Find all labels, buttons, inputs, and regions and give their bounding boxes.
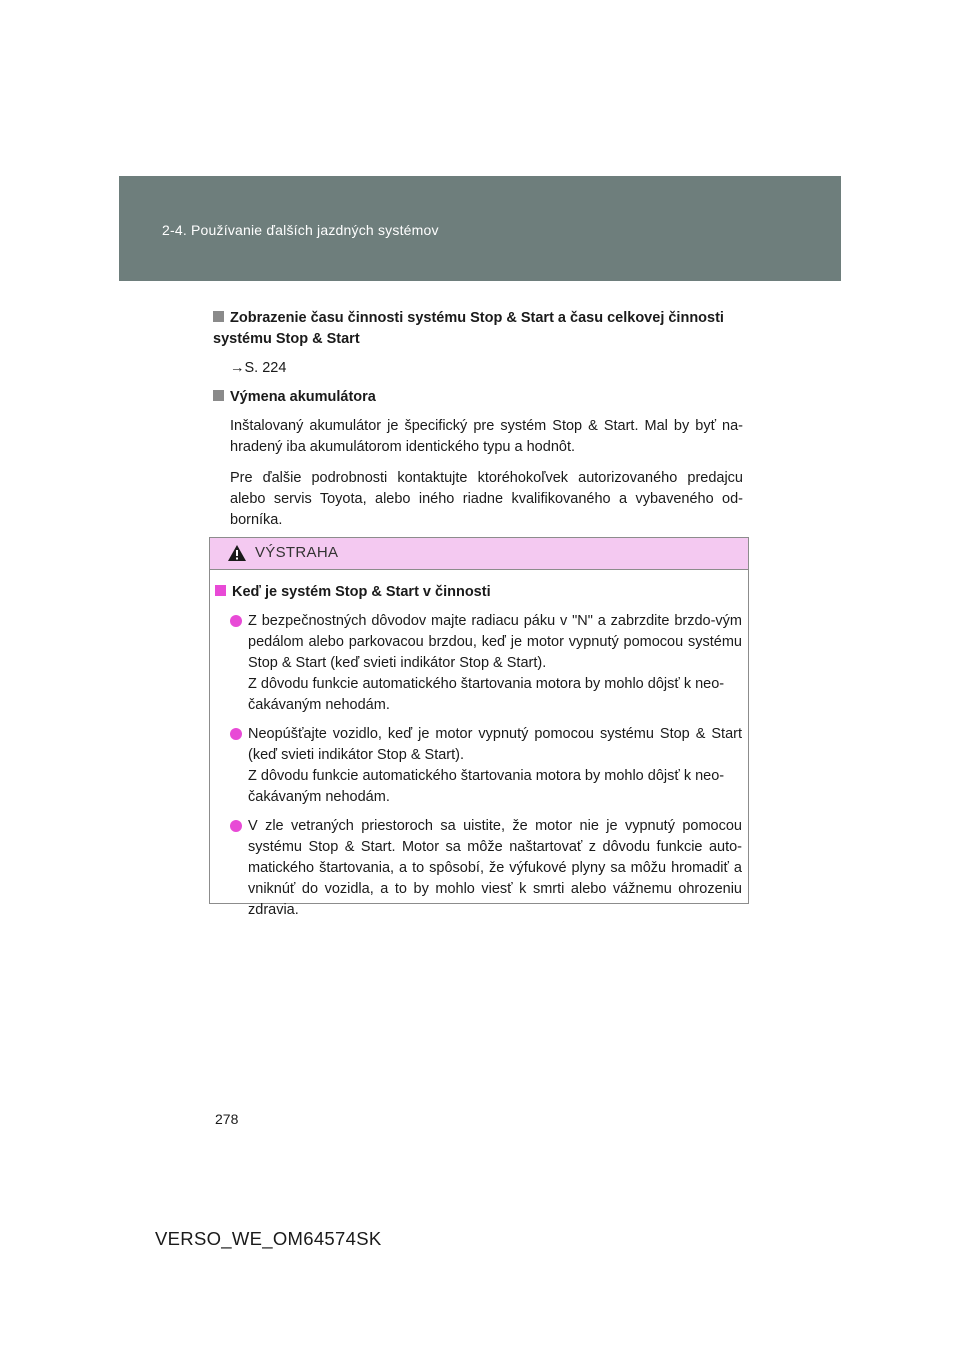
warning-body [210,570,748,921]
section-heading-stop-start-time [213,308,743,350]
warning-bullet [215,611,742,716]
section-heading-text: Zobrazenie času činnosti systému Stop & Start a času celkovej činnosti systému Stop & Start [213,310,724,347]
warning-heading-text: Keď je systém Stop & Start v činnosti [232,584,491,600]
warning-heading [215,582,742,603]
round-bullet-icon [230,820,242,832]
warning-triangle-icon [227,544,247,562]
round-bullet-icon [230,615,242,627]
warning-header [210,538,748,570]
square-bullet-icon [213,390,224,401]
warning-bullet-note: Z dôvodu funkcie automatického štartovania motora by mohlo dôjsť k neo-čakávaným nehodám. [248,676,725,713]
paragraph-battery-1: Inštalovaný akumulátor je špecifický pre systém Stop & Start. Mal by byť na-hradený iba akumulátorom identického typu a hodnôt. [230,418,743,455]
square-bullet-icon [213,311,224,322]
warning-bullet-text: Z bezpečnostných dôvodov majte radiacu páku v "N" a zabrzdite brzdo-vým pedálom alebo parkovacou brzdou, keď je motor vypnutý pomocou systému Stop & Start (keď svieti indikátor Stop & Start). [248,613,742,671]
section-header-bar [119,176,841,281]
warning-title: VÝSTRAHA [255,544,339,561]
round-bullet-icon [230,728,242,740]
warning-box [209,537,749,918]
page-number: 278 [215,1111,239,1127]
warning-bullet-text: V zle vetraných priestoroch sa uistite, že motor nie je vypnutý pomocou systému Stop & Start. Motor sa môže naštartovať z dôvodu funkcie auto-matického štartovania, a to spôsobí, že výfukové plyny sa môžu hromadiť a vniknúť do vozidla, a to by mohlo viesť k smrti alebo vážnemu ohrozeniu zdravia. [248,818,742,918]
warning-bullet-text: Neopúšťajte vozidlo, keď je motor vypnutý pomocou systému Stop & Start (keď svieti indikátor Stop & Start). [248,726,742,763]
section-heading-battery [213,387,743,408]
warning-bullet-note: Z dôvodu funkcie automatického štartovania motora by mohlo dôjsť k neo-čakávaným nehodám. [248,768,725,805]
page-reference: →S. 224 [230,360,287,376]
document-code: VERSO_WE_OM64574SK [155,1228,382,1249]
main-content [213,308,743,531]
warning-bullet [215,816,742,921]
paragraph-battery-2: Pre ďalšie podrobnosti kontaktujte ktoréhokoľvek autorizovaného predajcu alebo servis Toyota, alebo iného riadne kvalifikovaného a vybaveného od-borníka. [230,470,743,528]
chapter-title: 2-4. Používanie ďalších jazdných systémov [162,222,439,238]
section-heading-text: Výmena akumulátora [230,389,376,405]
warning-bullet [215,724,742,808]
square-bullet-icon [215,585,226,596]
